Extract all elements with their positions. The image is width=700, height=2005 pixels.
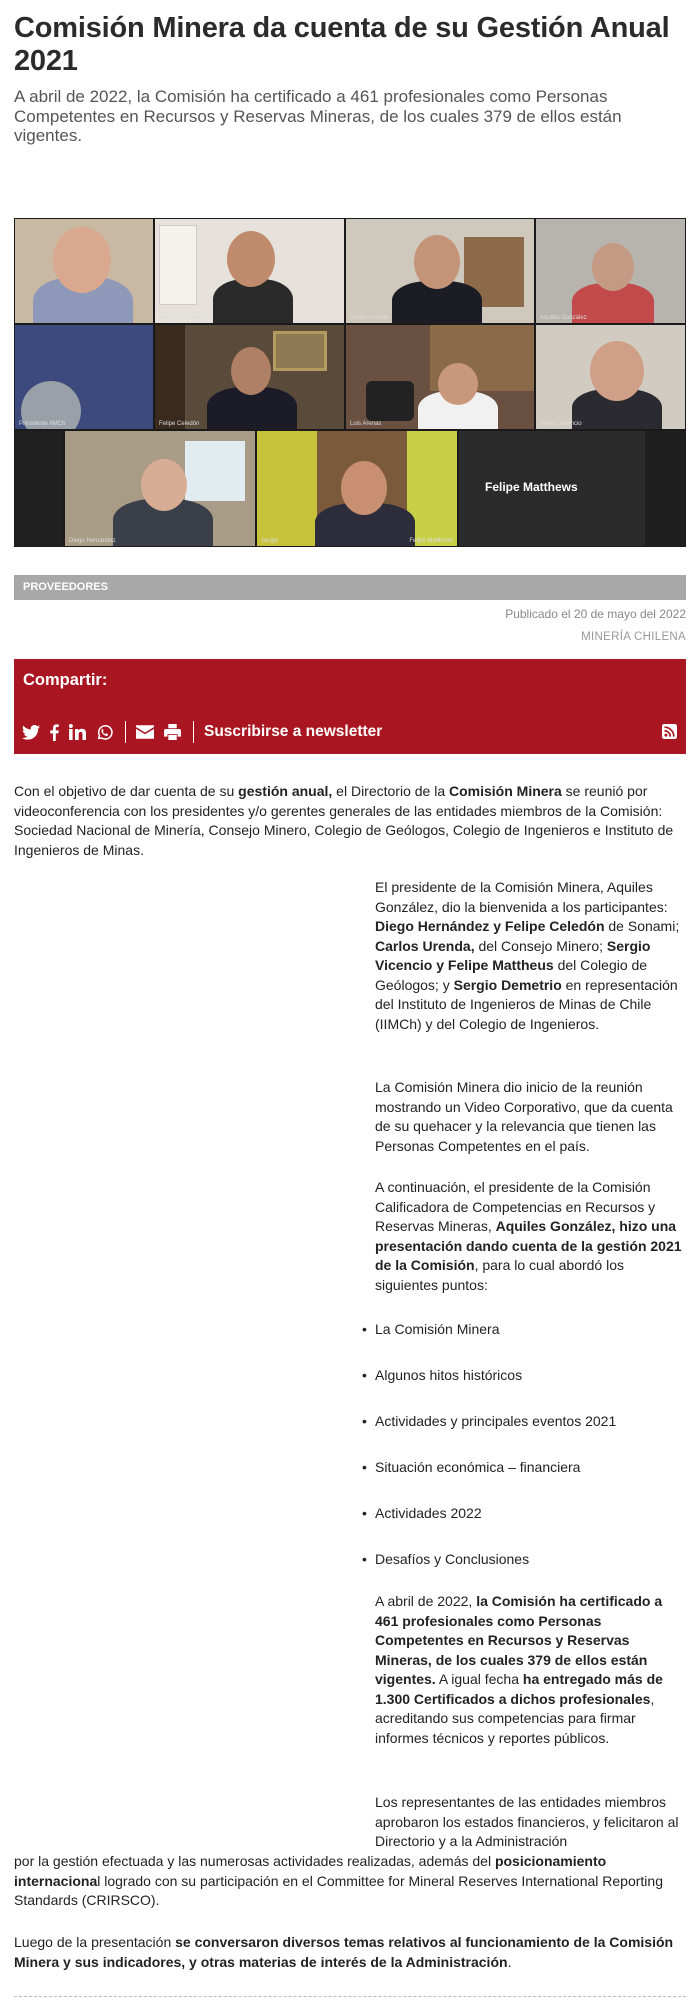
photo-tile (155, 325, 344, 429)
photo-caption: Diego Hernández (69, 538, 116, 544)
list-item: • Actividades y principales eventos 2021 (362, 1411, 616, 1431)
article-subtitle: A abril de 2022, la Comisión ha certificado a 461 profesionales como Personas Competentes en Recursos y Reservas Mineras, de los cuales 379 de ellos están vigentes. (14, 87, 622, 145)
article-source: MINERÍA CHILENA (581, 631, 686, 643)
list-item: • La Comisión Minera (362, 1319, 500, 1339)
paragraph-intro: Con el objetivo de dar cuenta de su gestión anual, el Directorio de la Comisión Minera se reunió por videoconferencia con los presidentes y/o gerentes generales de las entidades miembros de la Comisión: Sociedad Nacional de Minería, Consejo Minero, Colegio de Geólogos, Colegio de Ingenieros e Instituto de Ingenieros de Minas. (14, 783, 674, 858)
newsletter-link[interactable]: Suscribirse a newsletter (204, 723, 383, 740)
photo-tile-named (459, 431, 685, 546)
paragraph-participants: El presidente de la Comisión Minera, Aquiles González, dio la bienvenida a los participantes: Diego Hernández y Felipe Celedón de Sonami; Carlos Urenda, del Consejo Minero; Sergio Vicencio y Felipe Mattheus del Colegio de Geólogos; y Sergio Demetrio en representación del Instituto de Ingenieros de Minas de Chile (IIMCh) y del Colegio de Ingenieros. (375, 879, 680, 1032)
photo-tile (15, 431, 63, 546)
share-buttons (22, 721, 382, 743)
photo-tile (15, 325, 153, 429)
photo-caption: Aquiles González (540, 315, 587, 321)
divider (14, 1996, 686, 1997)
print-icon[interactable] (164, 722, 181, 742)
email-icon[interactable] (136, 722, 154, 742)
photo-tile (15, 219, 153, 323)
paragraph-certifications: A abril de 2022, la Comisión ha certificado a 461 profesionales como Personas Competentes en Recursos y Reservas Mineras, de los cuales 379 de ellos están vigentes. A igual fecha ha entregado más de 1.300 Certificados a dichos profesionales, acreditando sus competencias para firmar informes técnicos y reportes públicos. (375, 1593, 663, 1746)
photo-caption: Felipe Matthews (409, 538, 453, 544)
photo-tile (65, 431, 255, 546)
photo-tile (536, 219, 685, 323)
share-divider (125, 721, 126, 743)
whatsapp-icon[interactable] (96, 722, 113, 742)
list-item: • Algunos hitos históricos (362, 1365, 522, 1385)
share-bar (14, 659, 686, 754)
list-item: • Situación económica – financiera (362, 1457, 580, 1477)
paragraph-approval: Los representantes de las entidades miembros aprobaron los estados financieros, y felicitaron al Directorio y a la Administración (375, 1794, 679, 1849)
article-photo[interactable] (14, 218, 686, 547)
paragraph-closing: Luego de la presentación se conversaron diversos temas relativos al funcionamiento de la Comisión Minera y sus indicadores, y otras materias de interés de la Administración. (14, 1934, 674, 1970)
twitter-icon[interactable] (22, 722, 40, 742)
paragraph-presentation: A continuación, el presidente de la Comisión Calificadora de Competencias en Recursos y Reservas Mineras, Aquiles González, hizo una presentación dando cuenta de la gestión 2021 de la Comisión, para lo cual abordó los siguientes puntos: (375, 1179, 682, 1293)
photo-tile (155, 219, 344, 323)
facebook-icon[interactable] (50, 722, 59, 742)
photo-caption: Carlos Urenda (350, 315, 389, 321)
photo-tile (257, 431, 457, 546)
photo-caption: Felipe Celedón (159, 421, 200, 427)
photo-caption: Sergio Vicencio (540, 421, 582, 427)
photo-caption: Luis Arenas (350, 421, 382, 427)
photo-speaker-name: Felipe Matthews (485, 480, 578, 494)
category-bar[interactable]: PROVEEDORES (14, 575, 686, 600)
photo-caption: Diego Hernández (159, 315, 206, 321)
paragraph-video: La Comisión Minera dio inicio de la reunión mostrando un Video Corporativo, que da cuenta de su quehacer y la relevancia que tienen las Personas Competentes en el país. (375, 1079, 673, 1154)
linkedin-icon[interactable] (69, 722, 86, 742)
share-divider (193, 721, 194, 743)
publish-date: Publicado el 20 de mayo del 2022 (505, 607, 686, 621)
article-title: Comisión Minera da cuenta de su Gestión Anual 2021 (14, 12, 670, 77)
photo-tile (346, 325, 534, 429)
rss-icon[interactable] (662, 724, 677, 744)
list-item: • Desafíos y Conclusiones (362, 1549, 529, 1569)
photo-caption: Sergio (261, 538, 279, 544)
photo-tile (346, 219, 534, 323)
list-item: • Actividades 2022 (362, 1503, 482, 1523)
paragraph-approval-cont: por la gestión efectuada y las numerosas actividades realizadas, además del posicionamiento internacional logrado con su participación en el Committee for Mineral Reserves International Reporting Standards (CRIRSCO). (14, 1853, 663, 1908)
photo-tile (536, 325, 685, 429)
photo-caption: Presidente IIMCh (19, 421, 66, 427)
share-title: Compartir: (23, 671, 108, 689)
